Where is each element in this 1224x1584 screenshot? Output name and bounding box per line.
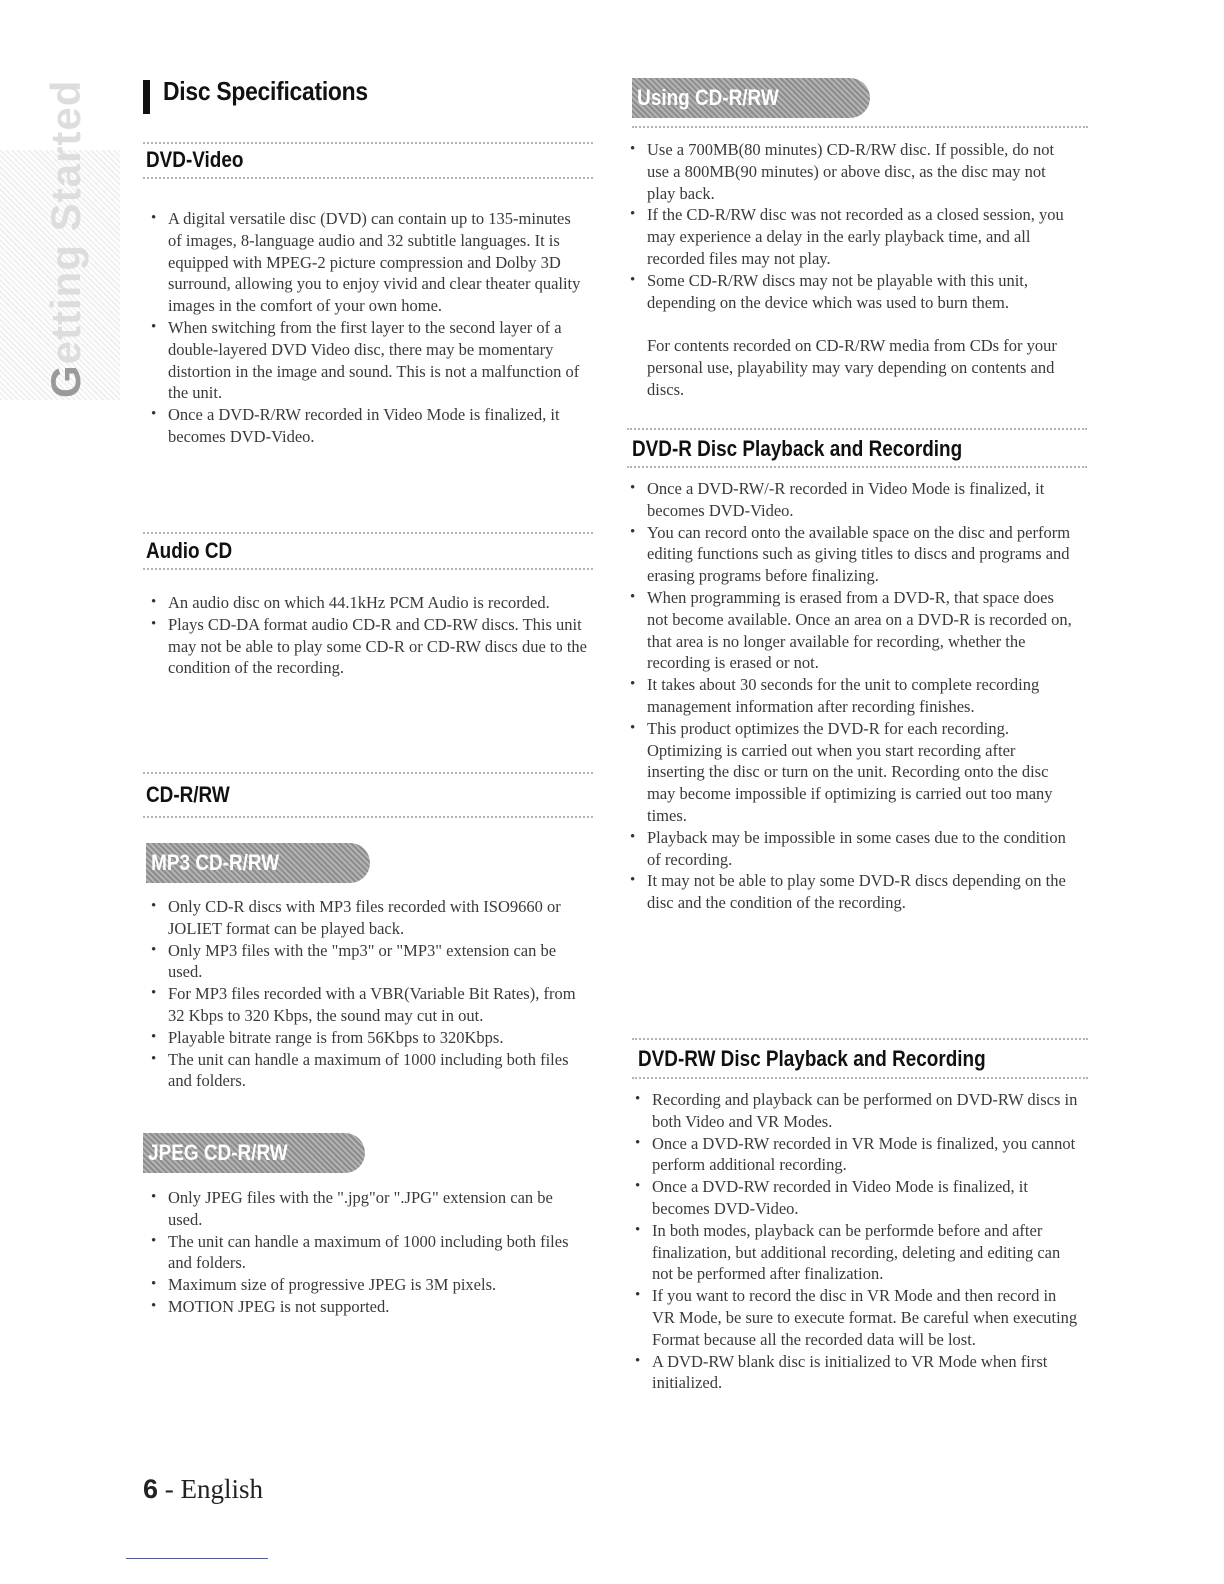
divider (143, 568, 593, 570)
mp3-cdrw-tab-label: MP3 CD-R/RW (151, 850, 280, 875)
list-item: • The unit can handle a maximum of 1000 including both files and folders. (148, 1049, 588, 1093)
list-item: • Only MP3 files with the "mp3" or "MP3" extension can be used. (148, 940, 588, 984)
list-item: • Once a DVD-R/RW recorded in Video Mode is finalized, it becomes DVD-Video. (148, 404, 588, 448)
list-item: • A digital versatile disc (DVD) can contain up to 135-minutes of images, 8-language audio and 32 subtitle languages. It is equipped with MPEG-2 picture compression and Dolby 3D surround, allowing you to enjoy vivid and clear theater quality images in the comfort of your own home. (148, 208, 588, 317)
divider (632, 126, 1088, 128)
list-item: • When programming is erased from a DVD-R, that space does not become available. Once an area on a DVD-R is recorded on, that area is no longer available for recording, whether the recording is erased or not. (627, 587, 1075, 674)
using-cdrw-tab-label: Using CD-R/RW (637, 85, 779, 110)
page-footer (143, 1474, 263, 1505)
list-item: • Playable bitrate range is from 56Kbps to 320Kbps. (148, 1027, 588, 1049)
list-item: • You can record onto the available space on the disc and perform editing functions such as giving titles to discs and programs and erasing programs before finalizing. (627, 522, 1075, 587)
list-item: • Plays CD-DA format audio CD-R and CD-RW discs. This unit may not be able to play some CD-R or CD-RW discs due to the condition of the recording. (148, 614, 588, 679)
list-item: • The unit can handle a maximum of 1000 including both files and folders. (148, 1231, 588, 1275)
list-item: • If you want to record the disc in VR Mode and then record in VR Mode, be sure to execute format. Be careful when executing Format because all the recorded data will be lost. (632, 1285, 1080, 1350)
list-item: • For MP3 files recorded with a VBR(Variable Bit Rates), from 32 Kbps to 320 Kbps, the sound may cut in out. (148, 983, 588, 1027)
list-item: • Only CD-R discs with MP3 files recorded with ISO9660 or JOLIET format can be played back. (148, 896, 588, 940)
using-cdrw-note: For contents recorded on CD-R/RW media from CDs for your personal use, playability may vary depending on contents and discs. (647, 336, 1057, 399)
list-item: • Recording and playback can be performed on DVD-RW discs in both Video and VR Modes. (632, 1089, 1080, 1133)
divider (143, 772, 593, 774)
section-heading-dvd-r: DVD-R Disc Playback and Recording (632, 436, 963, 461)
divider (632, 1077, 1088, 1079)
list-item: • It may not be able to play some DVD-R discs depending on the disc and the condition of the recording. (627, 870, 1075, 914)
side-section-text: etting Started (42, 79, 89, 365)
divider (143, 816, 593, 818)
list-item: • It takes about 30 seconds for the unit to complete recording management information after recording finishes. (627, 674, 1075, 718)
side-section-tab (0, 79, 120, 400)
list-item: • Playback may be impossible in some cases due to the condition of recording. (627, 827, 1075, 871)
footer-language: English (180, 1474, 264, 1504)
divider (632, 1038, 1088, 1040)
list-item: • When switching from the first layer to the second layer of a double-layered DVD Video disc, there may be momentary distortion in the image and sound. This is not a malfunction of the unit. (148, 317, 588, 404)
page-title: Disc Specifications (163, 76, 368, 106)
dvd-video-list (148, 208, 588, 448)
section-heading-dvd-video: DVD-Video (146, 147, 244, 172)
jpeg-cdrw-tab-label: JPEG CD-R/RW (148, 1140, 288, 1165)
side-section-label: Getting Started (42, 79, 89, 398)
list-item: • A DVD-RW blank disc is initialized to VR Mode when first initialized. (632, 1351, 1080, 1395)
list-item: • Only JPEG files with the ".jpg"or ".JPG" extension can be used. (148, 1187, 588, 1231)
list-item: • MOTION JPEG is not supported. (148, 1296, 588, 1318)
title-bar-marker (143, 80, 150, 114)
list-item: • This product optimizes the DVD-R for each recording. Optimizing is carried out when you start recording after inserting the disc or turn on the unit. Recording onto the disc may become impossible if optimizing is carried out too many times. (627, 718, 1075, 827)
list-item: • Some CD-R/RW discs may not be playable with this unit, depending on the device which was used to burn them. (627, 270, 1075, 314)
section-heading-dvd-rw: DVD-RW Disc Playback and Recording (638, 1046, 986, 1071)
jpeg-list (148, 1187, 588, 1318)
footer-separator: - (158, 1474, 181, 1504)
using-cdrw-tab (632, 78, 870, 118)
audio-cd-list (148, 592, 588, 679)
jpeg-cdrw-tab (143, 1133, 365, 1173)
page-number: 6 (143, 1474, 159, 1504)
dvd-rw-list (632, 1089, 1080, 1394)
mp3-list (148, 896, 588, 1092)
list-item: • Once a DVD-RW recorded in Video Mode is finalized, it becomes DVD-Video. (632, 1176, 1080, 1220)
list-item: • Maximum size of progressive JPEG is 3M pixels. (148, 1274, 588, 1296)
list-item: • If the CD-R/RW disc was not recorded as a closed session, you may experience a delay in the early playback time, and all recorded files may not play. (627, 204, 1075, 269)
list-item: • An audio disc on which 44.1kHz PCM Audio is recorded. (148, 592, 588, 614)
list-item: • Once a DVD-RW recorded in VR Mode is finalized, you cannot perform additional recording. (632, 1133, 1080, 1177)
divider (627, 466, 1087, 468)
list-item: • Use a 700MB(80 minutes) CD-R/RW disc. If possible, do not use a 800MB(90 minutes) or above disc, as the disc may not play back. (627, 139, 1075, 204)
mp3-cdrw-tab (146, 843, 370, 883)
section-heading-cd-rw: CD-R/RW (146, 782, 230, 807)
list-item: • Once a DVD-RW/-R recorded in Video Mode is finalized, it becomes DVD-Video. (627, 478, 1075, 522)
dvd-r-list (627, 478, 1075, 914)
divider (627, 428, 1087, 430)
divider (143, 177, 593, 179)
list-item: • In both modes, playback can be performde before and after finalization, but additional recording, deleting and editing can not be performed after finalization. (632, 1220, 1080, 1285)
using-cdrw-list (627, 139, 1075, 313)
divider (143, 532, 593, 534)
section-heading-audio-cd: Audio CD (146, 538, 233, 563)
divider (143, 142, 593, 144)
footer-rule (126, 1558, 268, 1559)
